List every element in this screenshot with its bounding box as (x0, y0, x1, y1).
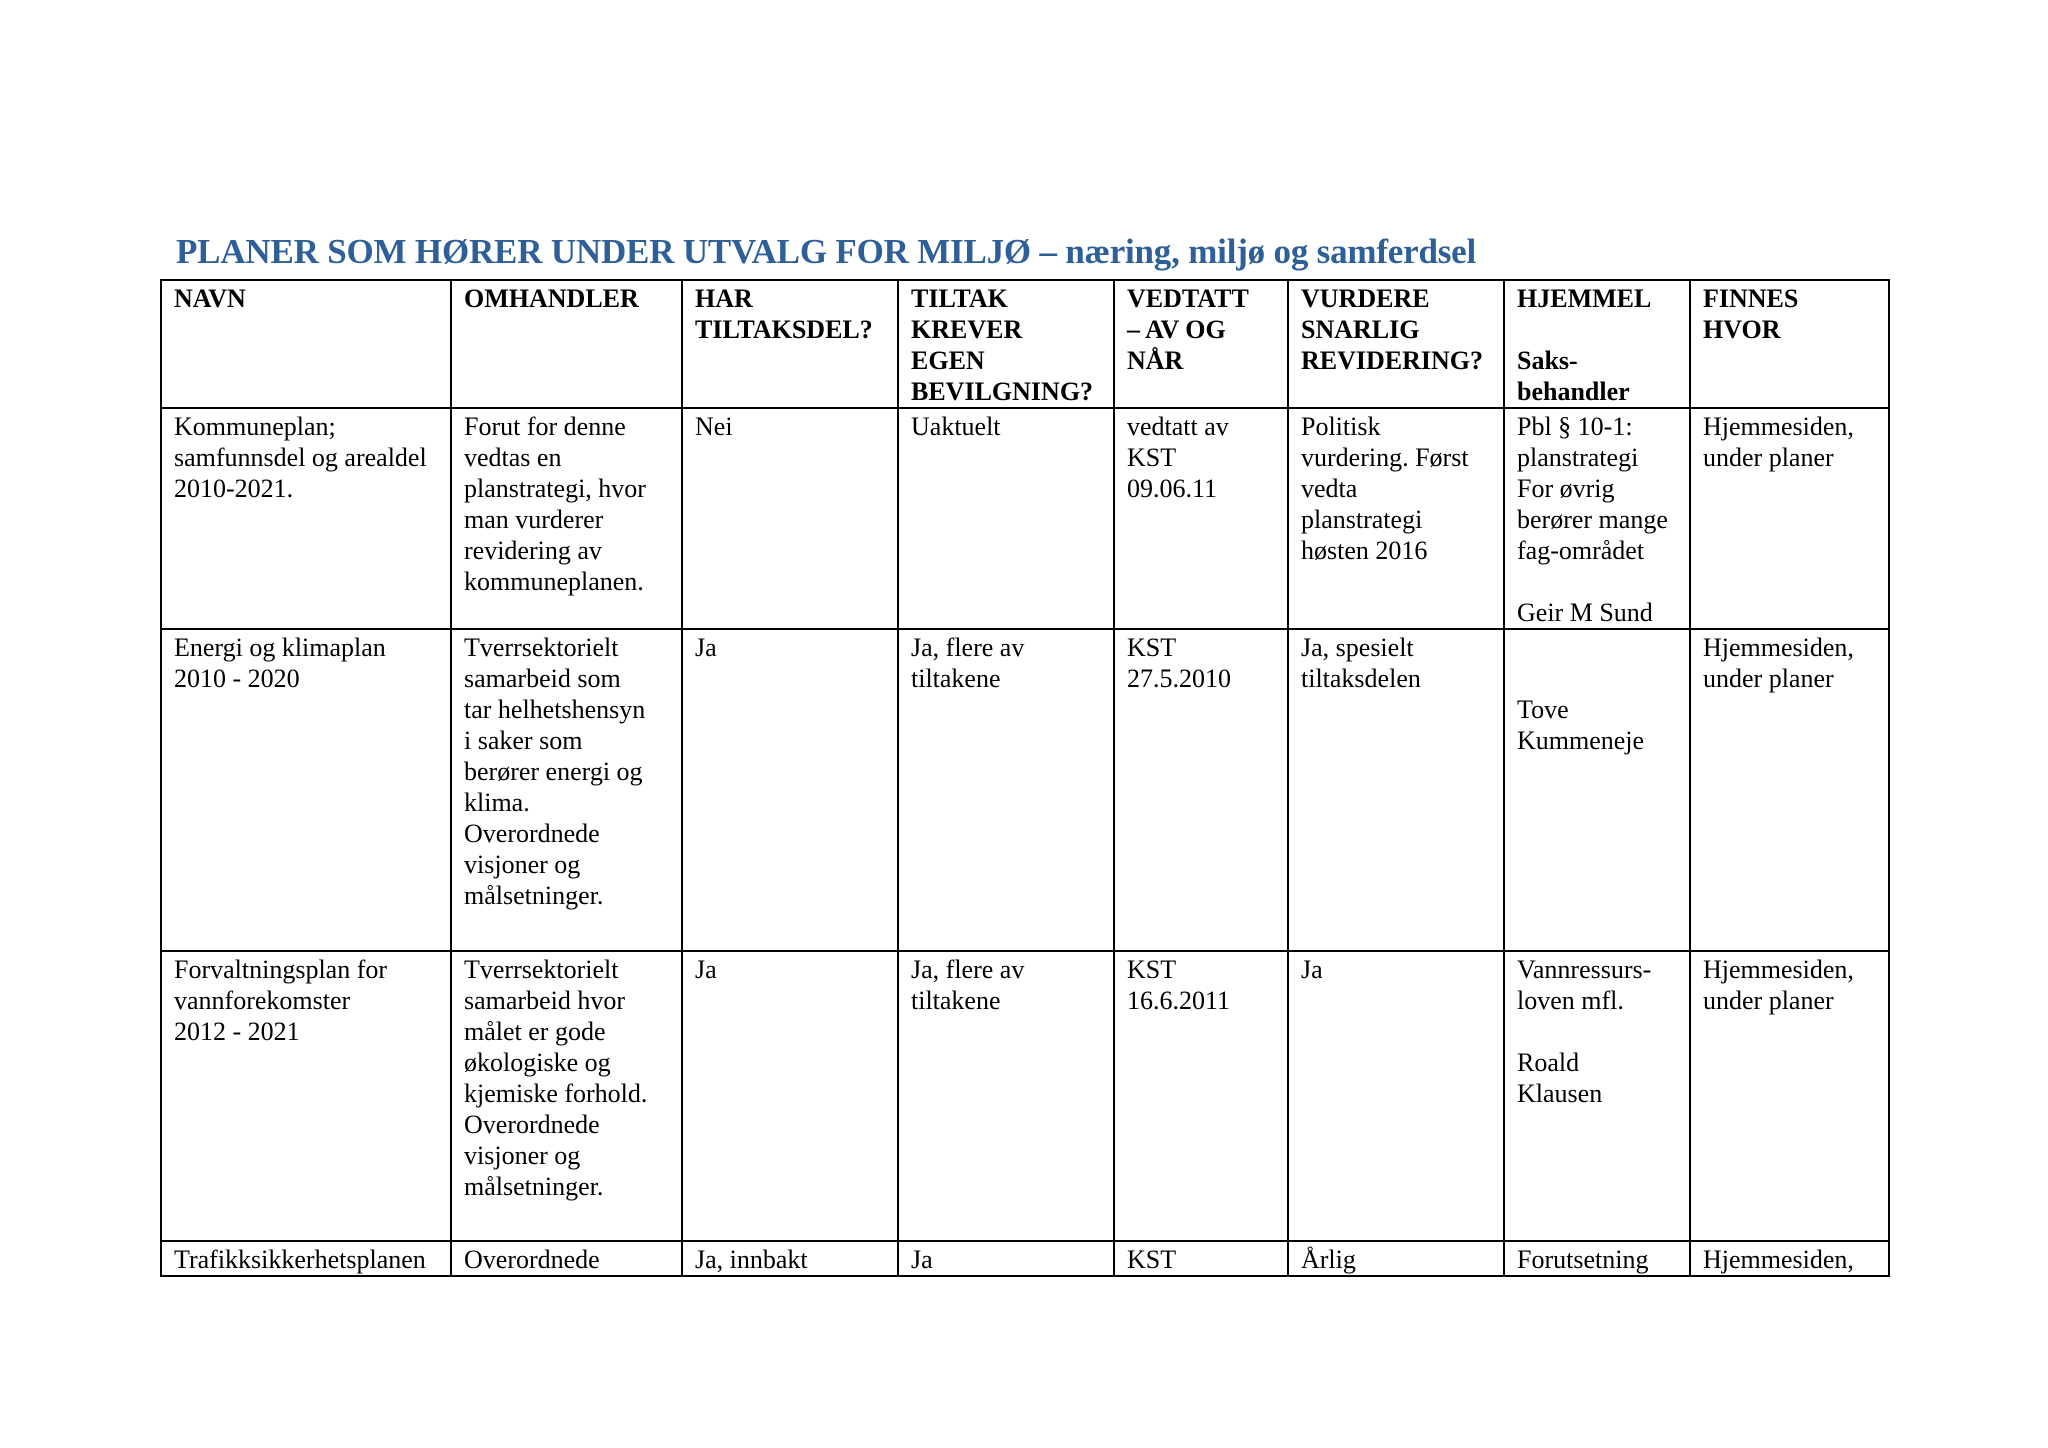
cell-line: Forut for denne (464, 412, 626, 441)
cell-line: Uaktuelt (911, 412, 1001, 441)
cell-line: berører energi og (464, 757, 643, 786)
cell-line: REVIDERING? (1301, 346, 1484, 375)
cell-tiltaksdel (682, 408, 898, 629)
cell-line: KST (1127, 633, 1177, 662)
cell-finnes (1690, 629, 1889, 951)
cell-line: Ja (695, 955, 717, 984)
cell-line: Kommuneplan; (174, 412, 336, 441)
cell-line: Ja, innbakt (695, 1245, 808, 1274)
cell-line: Politisk (1301, 412, 1381, 441)
cell-line: Roald (1517, 1048, 1580, 1077)
header-vedtatt (1114, 280, 1288, 408)
table-row (161, 951, 1889, 1241)
cell-line: visjoner og (464, 1141, 581, 1170)
blank-line (1517, 566, 1677, 597)
cell-omhandler (451, 408, 682, 629)
cell-line: planstrategi, hvor (464, 474, 646, 503)
cell-vedtatt (1114, 629, 1288, 951)
cell-line: Hjemmesiden, (1703, 1245, 1854, 1274)
cell-line: samarbeid som (464, 664, 621, 693)
cell-line: FINNES (1703, 284, 1799, 313)
cell-line: kjemiske forhold. (464, 1079, 648, 1108)
cell-line: tiltakene (911, 986, 1001, 1015)
cell-line: TILTAKSDEL? (695, 315, 873, 344)
cell-vedtatt (1114, 1241, 1288, 1276)
cell-line: Ja (695, 633, 717, 662)
cell-line: vedtas en (464, 443, 562, 472)
cell-line: Saks- (1517, 346, 1578, 375)
cell-revidering (1288, 408, 1504, 629)
blank-line (1517, 314, 1677, 345)
cell-line: vurdering. Først (1301, 443, 1469, 472)
header-navn (161, 280, 451, 408)
cell-line: samarbeid hvor (464, 986, 626, 1015)
cell-line: Overordnede (464, 819, 600, 848)
cell-line: vedta (1301, 474, 1358, 503)
cell-line: NAVN (174, 284, 246, 313)
cell-line: Ja (911, 1245, 933, 1274)
cell-line: revidering av (464, 536, 602, 565)
cell-line: 09.06.11 (1127, 474, 1218, 503)
header-finnes-hvor (1690, 280, 1889, 408)
blank-line (1517, 663, 1677, 694)
blank-line (1517, 1016, 1677, 1047)
cell-vedtatt (1114, 408, 1288, 629)
cell-line: VURDERE (1301, 284, 1430, 313)
cell-line: 27.5.2010 (1127, 664, 1231, 693)
cell-navn (161, 951, 451, 1241)
cell-line: KST (1127, 443, 1177, 472)
blank-line (1517, 632, 1677, 663)
cell-line: vedtatt av (1127, 412, 1229, 441)
cell-line: NÅR (1127, 346, 1184, 375)
table-row (161, 629, 1889, 951)
cell-finnes (1690, 951, 1889, 1241)
cell-tiltaksdel (682, 1241, 898, 1276)
cell-hjemmel (1504, 629, 1690, 951)
cell-navn (161, 408, 451, 629)
table-header-row (161, 280, 1889, 408)
cell-line: Hjemmesiden, (1703, 412, 1854, 441)
cell-line: Hjemmesiden, (1703, 633, 1854, 662)
cell-line: høsten 2016 (1301, 536, 1428, 565)
cell-line: Ja, spesielt (1301, 633, 1414, 662)
cell-line: målsetninger. (464, 881, 604, 910)
cell-line: Ja, flere av (911, 633, 1025, 662)
header-hjemmel (1504, 280, 1690, 408)
cell-line: – AV OG (1127, 315, 1226, 344)
cell-line: Tverrsektorielt (464, 633, 619, 662)
cell-line: HVOR (1703, 315, 1781, 344)
cell-line: kommuneplanen. (464, 567, 644, 596)
cell-line: tiltaksdelen (1301, 664, 1421, 693)
cell-line: Geir M Sund (1517, 598, 1653, 627)
cell-line: Forutsetning (1517, 1245, 1649, 1274)
table-row (161, 1241, 1889, 1276)
cell-line: Pbl § 10-1: (1517, 412, 1633, 441)
cell-line: TILTAK (911, 284, 1008, 313)
cell-bevilgning (898, 951, 1114, 1241)
cell-line: Hjemmesiden, (1703, 955, 1854, 984)
table-body (161, 408, 1889, 1276)
cell-line: 2012 - 2021 (174, 1017, 300, 1046)
cell-line: behandler (1517, 377, 1630, 406)
cell-line: i saker som (464, 726, 583, 755)
page-title: PLANER SOM HØRER UNDER UTVALG FOR MILJØ – næring, miljø og samferdsel (176, 232, 1477, 271)
cell-omhandler (451, 951, 682, 1241)
cell-line: klima. (464, 788, 530, 817)
cell-line: OMHANDLER (464, 284, 639, 313)
cell-revidering (1288, 629, 1504, 951)
cell-line: under planer (1703, 443, 1834, 472)
cell-line: tar helhetshensyn (464, 695, 646, 724)
cell-bevilgning (898, 408, 1114, 629)
cell-line: økologiske og (464, 1048, 611, 1077)
header-omhandler (451, 280, 682, 408)
cell-line: berører mange (1517, 505, 1668, 534)
plans-table (160, 279, 1890, 1277)
cell-line: fag-området (1517, 536, 1645, 565)
cell-revidering (1288, 1241, 1504, 1276)
cell-omhandler (451, 1241, 682, 1276)
cell-line: KST (1127, 1245, 1177, 1274)
cell-line: KST (1127, 955, 1177, 984)
cell-line: planstrategi (1517, 443, 1639, 472)
cell-line: Energi og klimaplan (174, 633, 386, 662)
cell-line: loven mfl. (1517, 986, 1624, 1015)
cell-line: HAR (695, 284, 753, 313)
cell-line: målet er gode (464, 1017, 606, 1046)
cell-revidering (1288, 951, 1504, 1241)
cell-finnes (1690, 408, 1889, 629)
cell-line: Overordnede (464, 1110, 600, 1139)
cell-line: Klausen (1517, 1079, 1603, 1108)
cell-line: 16.6.2011 (1127, 986, 1231, 1015)
cell-vedtatt (1114, 951, 1288, 1241)
cell-line: 2010 - 2020 (174, 664, 300, 693)
cell-hjemmel (1504, 408, 1690, 629)
cell-line: Årlig (1301, 1245, 1356, 1274)
cell-line: planstrategi (1301, 505, 1423, 534)
cell-line: Nei (695, 412, 733, 441)
cell-line: Ja, flere av (911, 955, 1025, 984)
cell-line: Vannressurs- (1517, 955, 1652, 984)
header-har-tiltaksdel (682, 280, 898, 408)
cell-line: BEVILGNING? (911, 377, 1094, 406)
cell-bevilgning (898, 1241, 1114, 1276)
cell-hjemmel (1504, 1241, 1690, 1276)
cell-line: målsetninger. (464, 1172, 604, 1201)
cell-line: Tove (1517, 695, 1569, 724)
header-tiltak-krever-bevilgning (898, 280, 1114, 408)
cell-line: SNARLIG (1301, 315, 1420, 344)
cell-omhandler (451, 629, 682, 951)
table-row (161, 408, 1889, 629)
cell-line: man vurderer (464, 505, 604, 534)
cell-line: under planer (1703, 986, 1834, 1015)
cell-navn (161, 629, 451, 951)
cell-line: HJEMMEL (1517, 284, 1652, 313)
cell-bevilgning (898, 629, 1114, 951)
cell-navn (161, 1241, 451, 1276)
cell-line: VEDTATT (1127, 284, 1249, 313)
cell-line: visjoner og (464, 850, 581, 879)
cell-tiltaksdel (682, 951, 898, 1241)
cell-line: vannforekomster (174, 986, 351, 1015)
cell-line: Forvaltningsplan for (174, 955, 388, 984)
cell-line: KREVER (911, 315, 1023, 344)
header-vurdere-revidering (1288, 280, 1504, 408)
cell-line: Kummeneje (1517, 726, 1645, 755)
cell-line: For øvrig (1517, 474, 1615, 503)
cell-line: samfunnsdel og arealdel (174, 443, 427, 472)
cell-line: Tverrsektorielt (464, 955, 619, 984)
cell-line: tiltakene (911, 664, 1001, 693)
cell-hjemmel (1504, 951, 1690, 1241)
cell-finnes (1690, 1241, 1889, 1276)
cell-line: under planer (1703, 664, 1834, 693)
cell-line: EGEN (911, 346, 985, 375)
cell-line: 2010-2021. (174, 474, 294, 503)
cell-line: Overordnede (464, 1245, 600, 1274)
cell-line: Ja (1301, 955, 1323, 984)
cell-line: Trafikksikkerhetsplanen (174, 1245, 426, 1274)
cell-tiltaksdel (682, 629, 898, 951)
